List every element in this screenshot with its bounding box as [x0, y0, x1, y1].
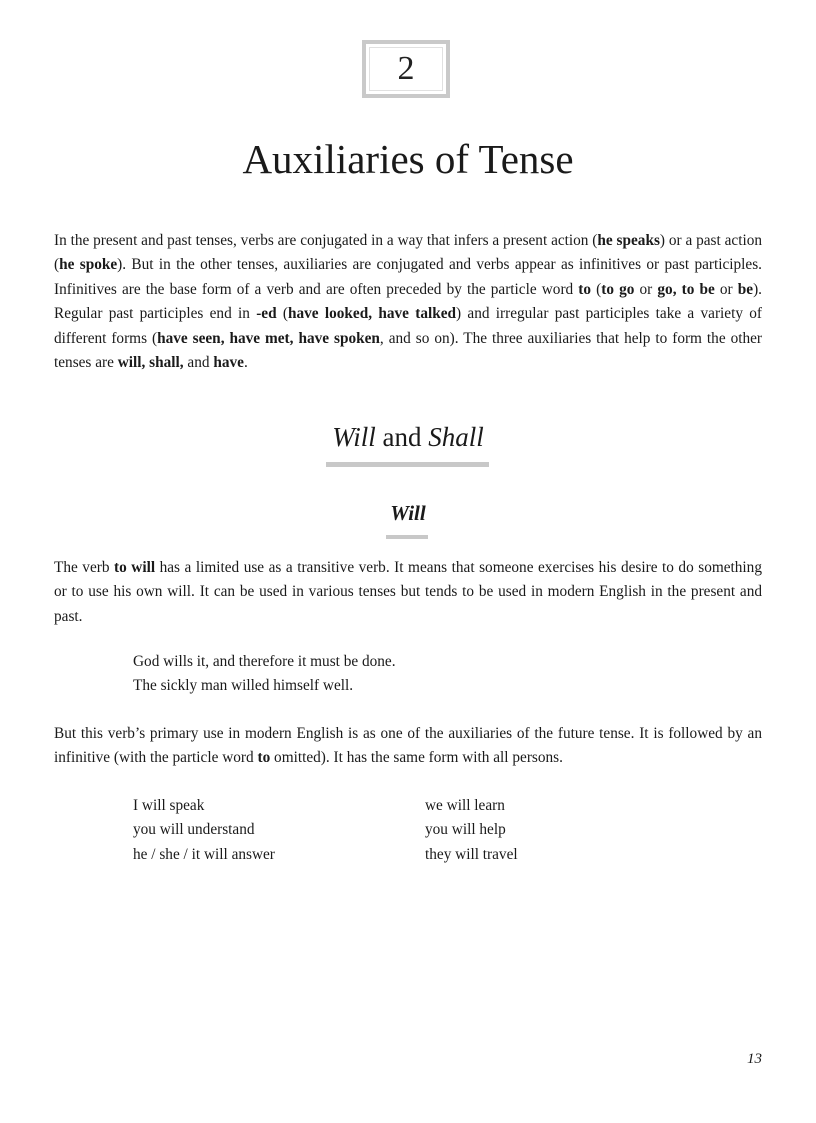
conjugation-plural: they will travel	[425, 846, 518, 863]
conjugation-plural: you will help	[425, 821, 506, 838]
future-paragraph: But this verb’s primary use in modern English is as one of the auxiliaries of the future tense. It is followed by an infinitive (with the particle word to omitted). It has the same form with all persons.	[54, 725, 762, 767]
subsection-heading-underline	[386, 535, 428, 539]
chapter-number: 2	[397, 50, 415, 87]
chapter-title: Auxiliaries of Tense	[242, 136, 574, 182]
will-paragraph: The verb to will has a limited use as a transitive verb. It means that someone exercises his desire to do something or to use his own will. It can be used in various tenses but tends to be used in modern English in the present and past.	[54, 559, 762, 625]
section-heading: Will and Shall	[332, 422, 484, 452]
example-sentence: God wills it, and therefore it must be done.	[133, 653, 396, 670]
conjugation-singular: he / she / it will answer	[133, 846, 275, 863]
conjugation-singular: I will speak	[133, 797, 205, 814]
chapter-number-box	[362, 40, 450, 98]
section-heading-underline	[326, 462, 489, 467]
intro-paragraph: In the present and past tenses, verbs are conjugated in a way that infers a present action (he speaks) or a past action (he spoke). But in the other tenses, auxiliaries are conjugated and verbs appear as infinitives or past participles. Infinitives are the base form of a verb and are often preceded by the particle word to (to go or go, to be or be). Regular past participles end in -ed (have looked, have talked) and irregular past participles take a variety of different forms (have seen, have met, have spoken, and so on). The three auxiliaries that help to form the other tenses are will, shall, and have.	[54, 232, 763, 372]
subsection-heading: Will	[390, 501, 426, 525]
page-number: 13	[747, 1051, 762, 1067]
conjugation-singular: you will understand	[133, 821, 255, 838]
conjugation-plural: we will learn	[425, 797, 505, 814]
example-sentence: The sickly man willed himself well.	[133, 677, 354, 694]
